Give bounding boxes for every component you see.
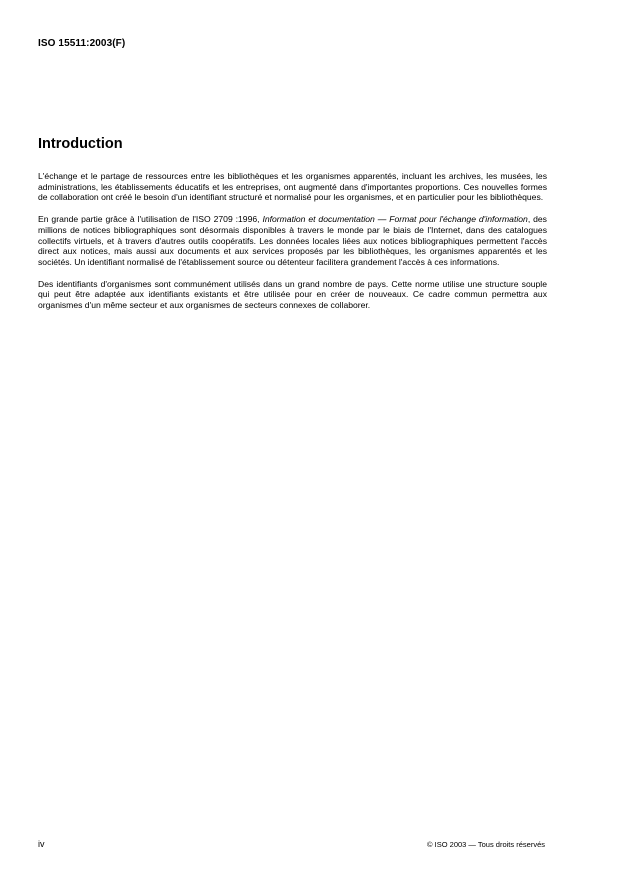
paragraph-2-rest: , des millions de notices bibliographiques sont désormais disponibles à travers le monde par le biais de l'Internet, dans des catalogues collectifs virtuels, et à travers d'autres outils coopératifs. Les données locales liées aux notices bibliographiques permettent l'accès direct aux notices, mais aussi aux documents et aux services proposés par les bibliothèques, les organismes apparentés et les sociétés. Un identifiant normalisé de l'établissement source ou détenteur facilitera grandement l'accès à ces informations. — [38, 214, 547, 267]
copyright-notice: © ISO 2003 — Tous droits réservés — [427, 840, 545, 849]
document-id-header: ISO 15511:2003(F) — [38, 38, 126, 49]
standard-title-italic: Information et documentation — Format pour l'échange d'information — [262, 214, 528, 225]
paragraph-2 — [38, 214, 547, 268]
body-text — [38, 171, 547, 322]
section-title: Introduction — [38, 136, 123, 152]
paragraph-1: L'échange et le partage de ressources entre les bibliothèques et les organismes apparentés, incluant les archives, les musées, les administrations, les établissements éducatifs et les entreprises, ont augmenté dans d'importantes proportions. Ces nouvelles formes de collaboration ont créé le besoin d'un identifiant structuré et normalisé pour les organismes, et en particulier pour les bibliothèques. — [38, 171, 547, 203]
paragraph-3: Des identifiants d'organismes sont communément utilisés dans un grand nombre de pays. Cette norme utilise une structure souple qui peut être adaptée aux identifiants existants et être utilisée pour en créer de nouveaux. Ce cadre commun permettra aux organismes d'un même secteur et aux organismes de secteurs connexes de collaborer. — [38, 278, 547, 311]
page-number: iv — [38, 839, 45, 849]
paragraph-2-lead: En grande partie grâce à l'utilisation de l'ISO 2709 :1996, — [38, 214, 263, 225]
